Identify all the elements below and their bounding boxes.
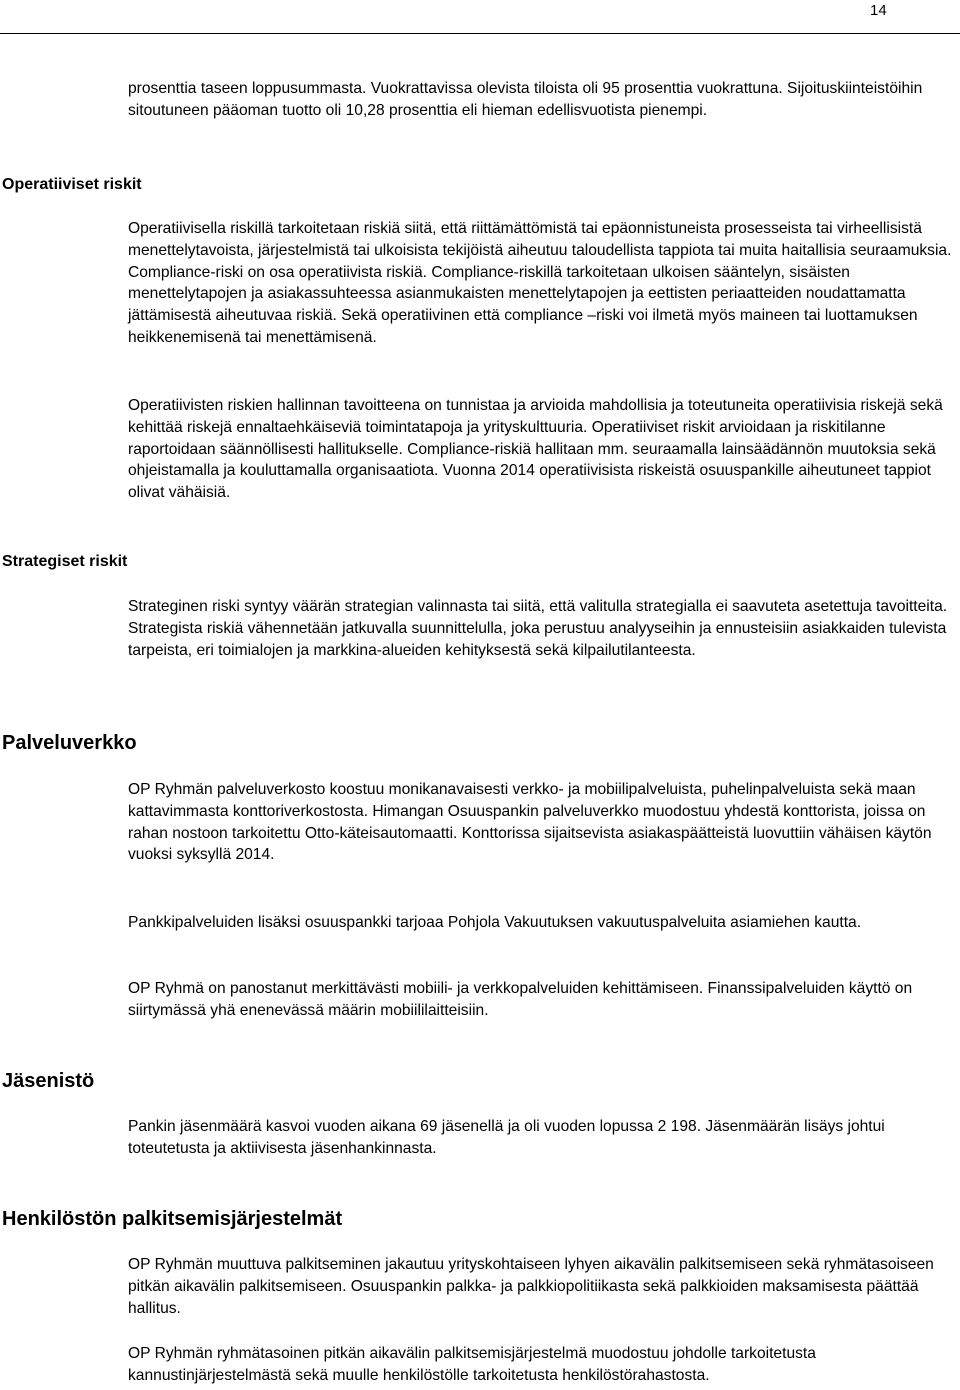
intro-paragraph: prosenttia taseen loppusummasta. Vuokrattavissa olevista tiloista oli 95 prosenttia vuokrattuna. Sijoituskiinteistöihin sitoutuneen pääoman tuotto oli 10,28 prosenttia eli hieman edellisvuotista pienempi.: [128, 80, 923, 119]
service-network-paragraph-1: OP Ryhmän palveluverkosto koostuu monikanavaisesti verkko- ja mobiilipalveluista, puhelinpalveluista sekä maan kattavimmasta konttoriverkostosta. Himangan Osuuspankin palveluverkko muodostuu yhdestä konttorista, joissa on rahan nostoon tarkoitettu Otto-käteisautomaatti. Konttorissa sijaitsevista asiakaspäätteistä luovuttiin vähäisen käytön vuoksi syksyllä 2014.: [128, 781, 932, 864]
service-network-paragraph-2: Pankkipalveluiden lisäksi osuuspankki tarjoaa Pohjola Vakuutuksen vakuutuspalveluita asiamiehen kautta.: [128, 914, 862, 931]
heading-service-network: Palveluverkko: [2, 732, 137, 754]
heading-strategic-risks: Strategiset riskit: [2, 553, 128, 570]
compensation-paragraph-1: OP Ryhmän muuttuva palkitseminen jakautuu yrityskohtaiseen lyhyen aikavälin palkitsemiseen sekä ryhmätasoiseen pitkän aikavälin palkitsemiseen. Osuuspankin palkka- ja palkkiopolitiikasta sekä palkkioiden maksamisesta päättää hallitus.: [128, 1256, 934, 1317]
compensation-paragraph-2: OP Ryhmän ryhmätasoinen pitkän aikavälin palkitsemisjärjestelmä muodostuu johdolle tarkoitetusta kannustinjärjestelmästä sekä muulle henkilöstölle tarkoitetusta henkilöstörahastosta.: [128, 1345, 816, 1384]
heading-operational-risks: Operatiiviset riskit: [2, 176, 142, 193]
strategic-risks-paragraph: Strateginen riski syntyy väärän strategian valinnasta tai siitä, että valitulla strategialla ei saavuteta asetettuja tavoitteita. Strategista riskiä vähennetään jatkuvalla suunnittelulla, joka perustuu analyyseihin ja ennusteisiin asiakkaiden tulevista tarpeista, eri toimialojen ja markkina-alueiden kehityksestä sekä kilpailutilanteesta.: [128, 598, 948, 659]
page-number: 14: [870, 2, 887, 19]
header-divider: [0, 33, 960, 34]
operational-risks-paragraph-1: Operatiivisella riskillä tarkoitetaan riskiä siitä, että riittämättömistä tai epäonnistuneista prosesseista tai virheellisistä menettelytavoista, järjestelmistä tai ulkoisista tekijöistä aiheutuu taloudellista tappiota tai muita haitallisia seuraamuksia. Compliance-riski on osa operatiivista riskiä. Compliance-riskillä tarkoitetaan ulkoisen sääntelyn, sisäisten menettelytapojen ja asiakassuhteessa asianmukaisten menettelytapojen ja eettisten periaatteiden noudattamatta jättämisestä aiheutuvaa riskiä. Sekä operatiivinen että compliance –riski voi ilmetä myös maineen tai luottamuksen heikkenemisenä tai menettämisenä.: [128, 220, 952, 346]
heading-membership: Jäsenistö: [2, 1070, 95, 1092]
operational-risks-paragraph-2: Operatiivisten riskien hallinnan tavoitteena on tunnistaa ja arvioida mahdollisia ja toteutuneita operatiivisia riskejä sekä kehittää riskejä ennaltaehkäiseviä toimintatapoja ja yrityskulttuuria. Operatiiviset riskit arvioidaan ja riskitilanne raportoidaan säännöllisesti hallitukselle. Compliance-riskiä hallitaan mm. seuraamalla lainsäädännön muutoksia sekä ohjeistamalla ja kouluttamalla organisaatiota. Vuonna 2014 operatiivisista riskeistä osuuspankille aiheutuneet tappiot olivat vähäisiä.: [128, 397, 943, 502]
membership-paragraph: Pankin jäsenmäärä kasvoi vuoden aikana 69 jäsenellä ja oli vuoden lopussa 2 198. Jäsenmäärän lisäys johtui toteutetusta ja aktiivisesta jäsenhankinnasta.: [128, 1118, 885, 1157]
service-network-paragraph-3: OP Ryhmä on panostanut merkittävästi mobiili- ja verkkopalveluiden kehittämiseen. Finanssipalveluiden käyttö on siirtymässä yhä enenevässä määrin mobiililaitteisiin.: [128, 980, 913, 1019]
heading-compensation: Henkilöstön palkitsemisjärjestelmät: [2, 1208, 343, 1230]
